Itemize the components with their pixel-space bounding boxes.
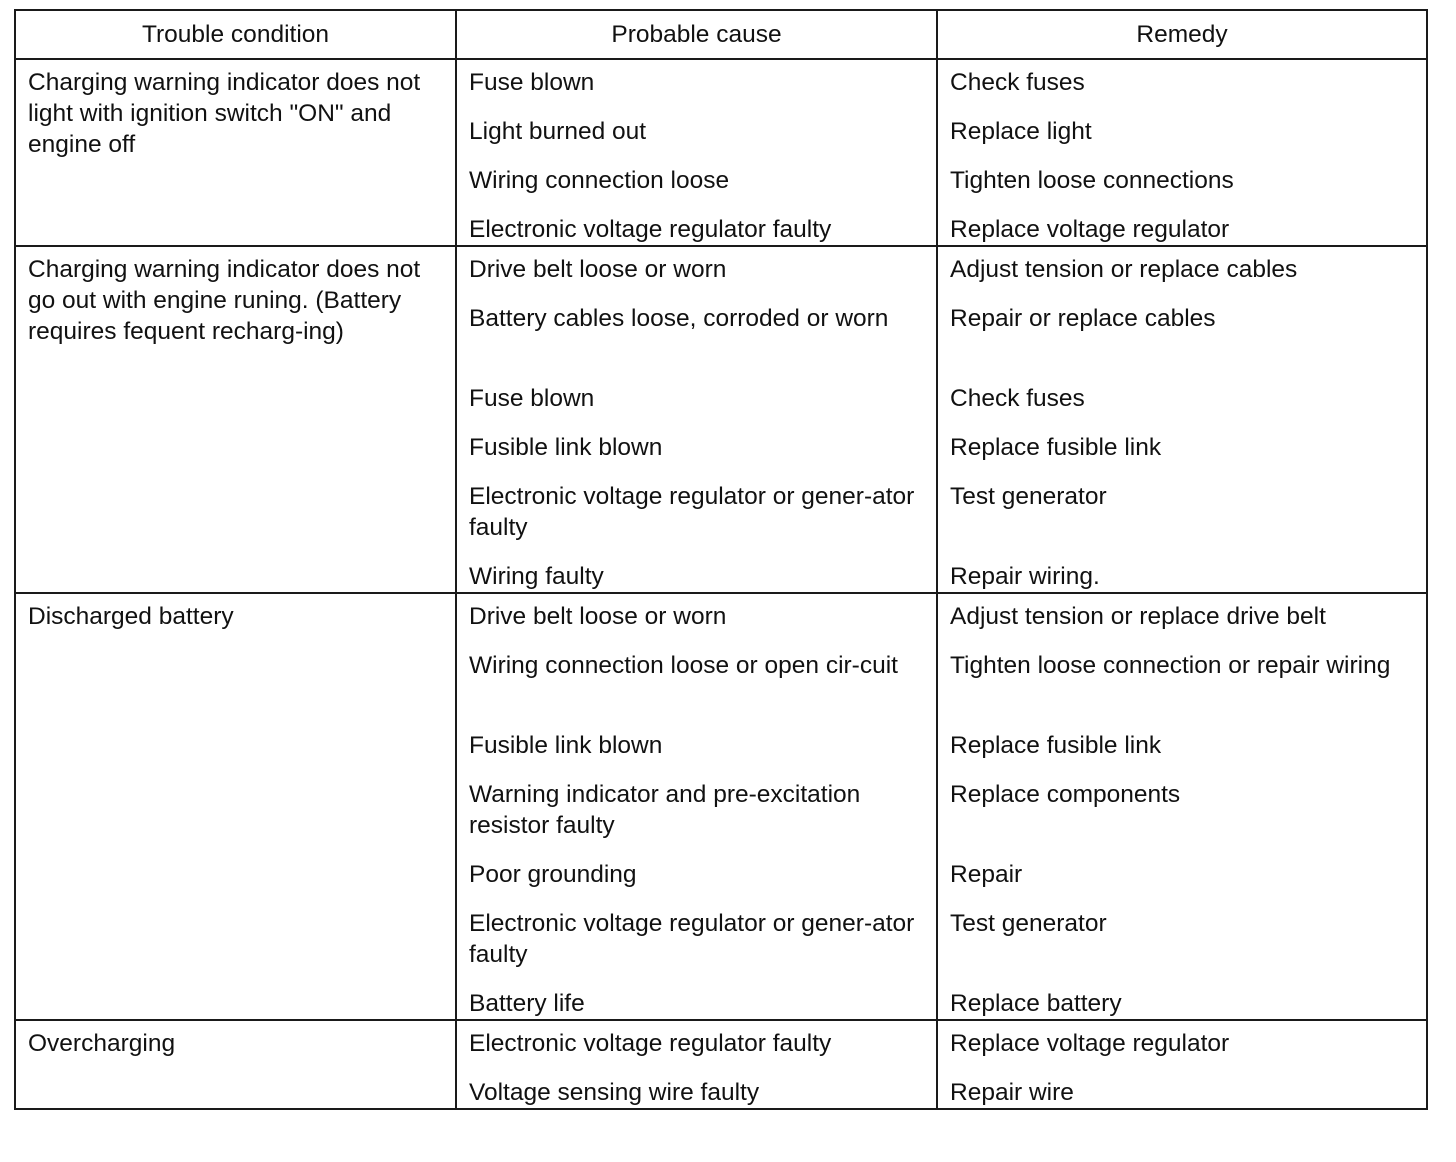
remedy-text: Check fuses	[950, 385, 1085, 412]
remedy-text: Adjust tension or replace drive belt	[950, 603, 1326, 630]
table-row	[15, 593, 1427, 1020]
cause-text: Voltage sensing wire faulty	[469, 1079, 760, 1106]
table-row	[15, 1020, 1427, 1109]
remedy-cell	[937, 59, 1427, 246]
table-row	[15, 59, 1427, 246]
remedy-text: Replace voltage regulator	[950, 216, 1230, 243]
cause-text: Electronic voltage regulator or gener-ator faulty	[469, 483, 915, 541]
cause-text: Fusible link blown	[469, 434, 663, 461]
trouble-condition-text: Discharged battery	[28, 603, 234, 630]
cause-text: Fusible link blown	[469, 732, 663, 759]
cause-text: Fuse blown	[469, 69, 595, 96]
cause-text: Drive belt loose or worn	[469, 256, 727, 283]
remedy-cell	[937, 593, 1427, 1020]
cause-text: Poor grounding	[469, 861, 637, 888]
remedy-text: Tighten loose connection or repair wiring	[950, 652, 1391, 679]
cause-text: Drive belt loose or worn	[469, 603, 727, 630]
table-row	[15, 246, 1427, 593]
header-row	[15, 10, 1427, 59]
remedy-text: Test generator	[950, 483, 1107, 510]
remedy-text: Replace light	[950, 118, 1092, 145]
cause-text: Wiring connection loose or open cir-cuit	[469, 652, 898, 679]
remedy-text: Repair wiring.	[950, 563, 1100, 590]
troubleshooting-table	[14, 9, 1428, 1110]
cause-text: Battery life	[469, 990, 585, 1017]
condition-cell	[15, 246, 456, 593]
remedy-text: Repair	[950, 861, 1023, 888]
remedy-text: Replace fusible link	[950, 434, 1162, 461]
cause-text: Fuse blown	[469, 385, 595, 412]
trouble-condition-text: Overcharging	[28, 1030, 176, 1057]
cause-text: Warning indicator and pre-excitation resistor faulty	[469, 781, 861, 839]
remedy-text: Replace components	[950, 781, 1181, 808]
cause-cell	[456, 246, 937, 593]
remedy-text: Replace battery	[950, 990, 1122, 1017]
cause-cell	[456, 1020, 937, 1109]
cause-cell	[456, 593, 937, 1020]
remedy-text: Repair wire	[950, 1079, 1074, 1106]
trouble-condition-text: Charging warning indicator does not light with ignition switch "ON" and engine off	[28, 69, 421, 158]
cause-text: Electronic voltage regulator faulty	[469, 216, 832, 243]
condition-cell	[15, 59, 456, 246]
header-probable-cause: Probable cause	[456, 10, 937, 59]
remedy-cell	[937, 1020, 1427, 1109]
cause-cell	[456, 59, 937, 246]
cause-text: Electronic voltage regulator or gener-ator faulty	[469, 910, 915, 968]
remedy-cell	[937, 246, 1427, 593]
remedy-text: Adjust tension or replace cables	[950, 256, 1298, 283]
condition-cell	[15, 593, 456, 1020]
cause-text: Wiring faulty	[469, 563, 604, 590]
remedy-text: Repair or replace cables	[950, 305, 1216, 332]
remedy-text: Test generator	[950, 910, 1107, 937]
header-trouble-condition: Trouble condition	[15, 10, 456, 59]
header-remedy: Remedy	[937, 10, 1427, 59]
remedy-text: Replace fusible link	[950, 732, 1162, 759]
cause-text: Light burned out	[469, 118, 647, 145]
remedy-text: Replace voltage regulator	[950, 1030, 1230, 1057]
cause-text: Electronic voltage regulator faulty	[469, 1030, 832, 1057]
condition-cell	[15, 1020, 456, 1109]
remedy-text: Tighten loose connections	[950, 167, 1234, 194]
cause-text: Battery cables loose, corroded or worn	[469, 305, 889, 332]
remedy-text: Check fuses	[950, 69, 1085, 96]
trouble-condition-text: Charging warning indicator does not go out with engine runing. (Battery requires fequent recharg-ing)	[28, 256, 421, 345]
cause-text: Wiring connection loose	[469, 167, 730, 194]
